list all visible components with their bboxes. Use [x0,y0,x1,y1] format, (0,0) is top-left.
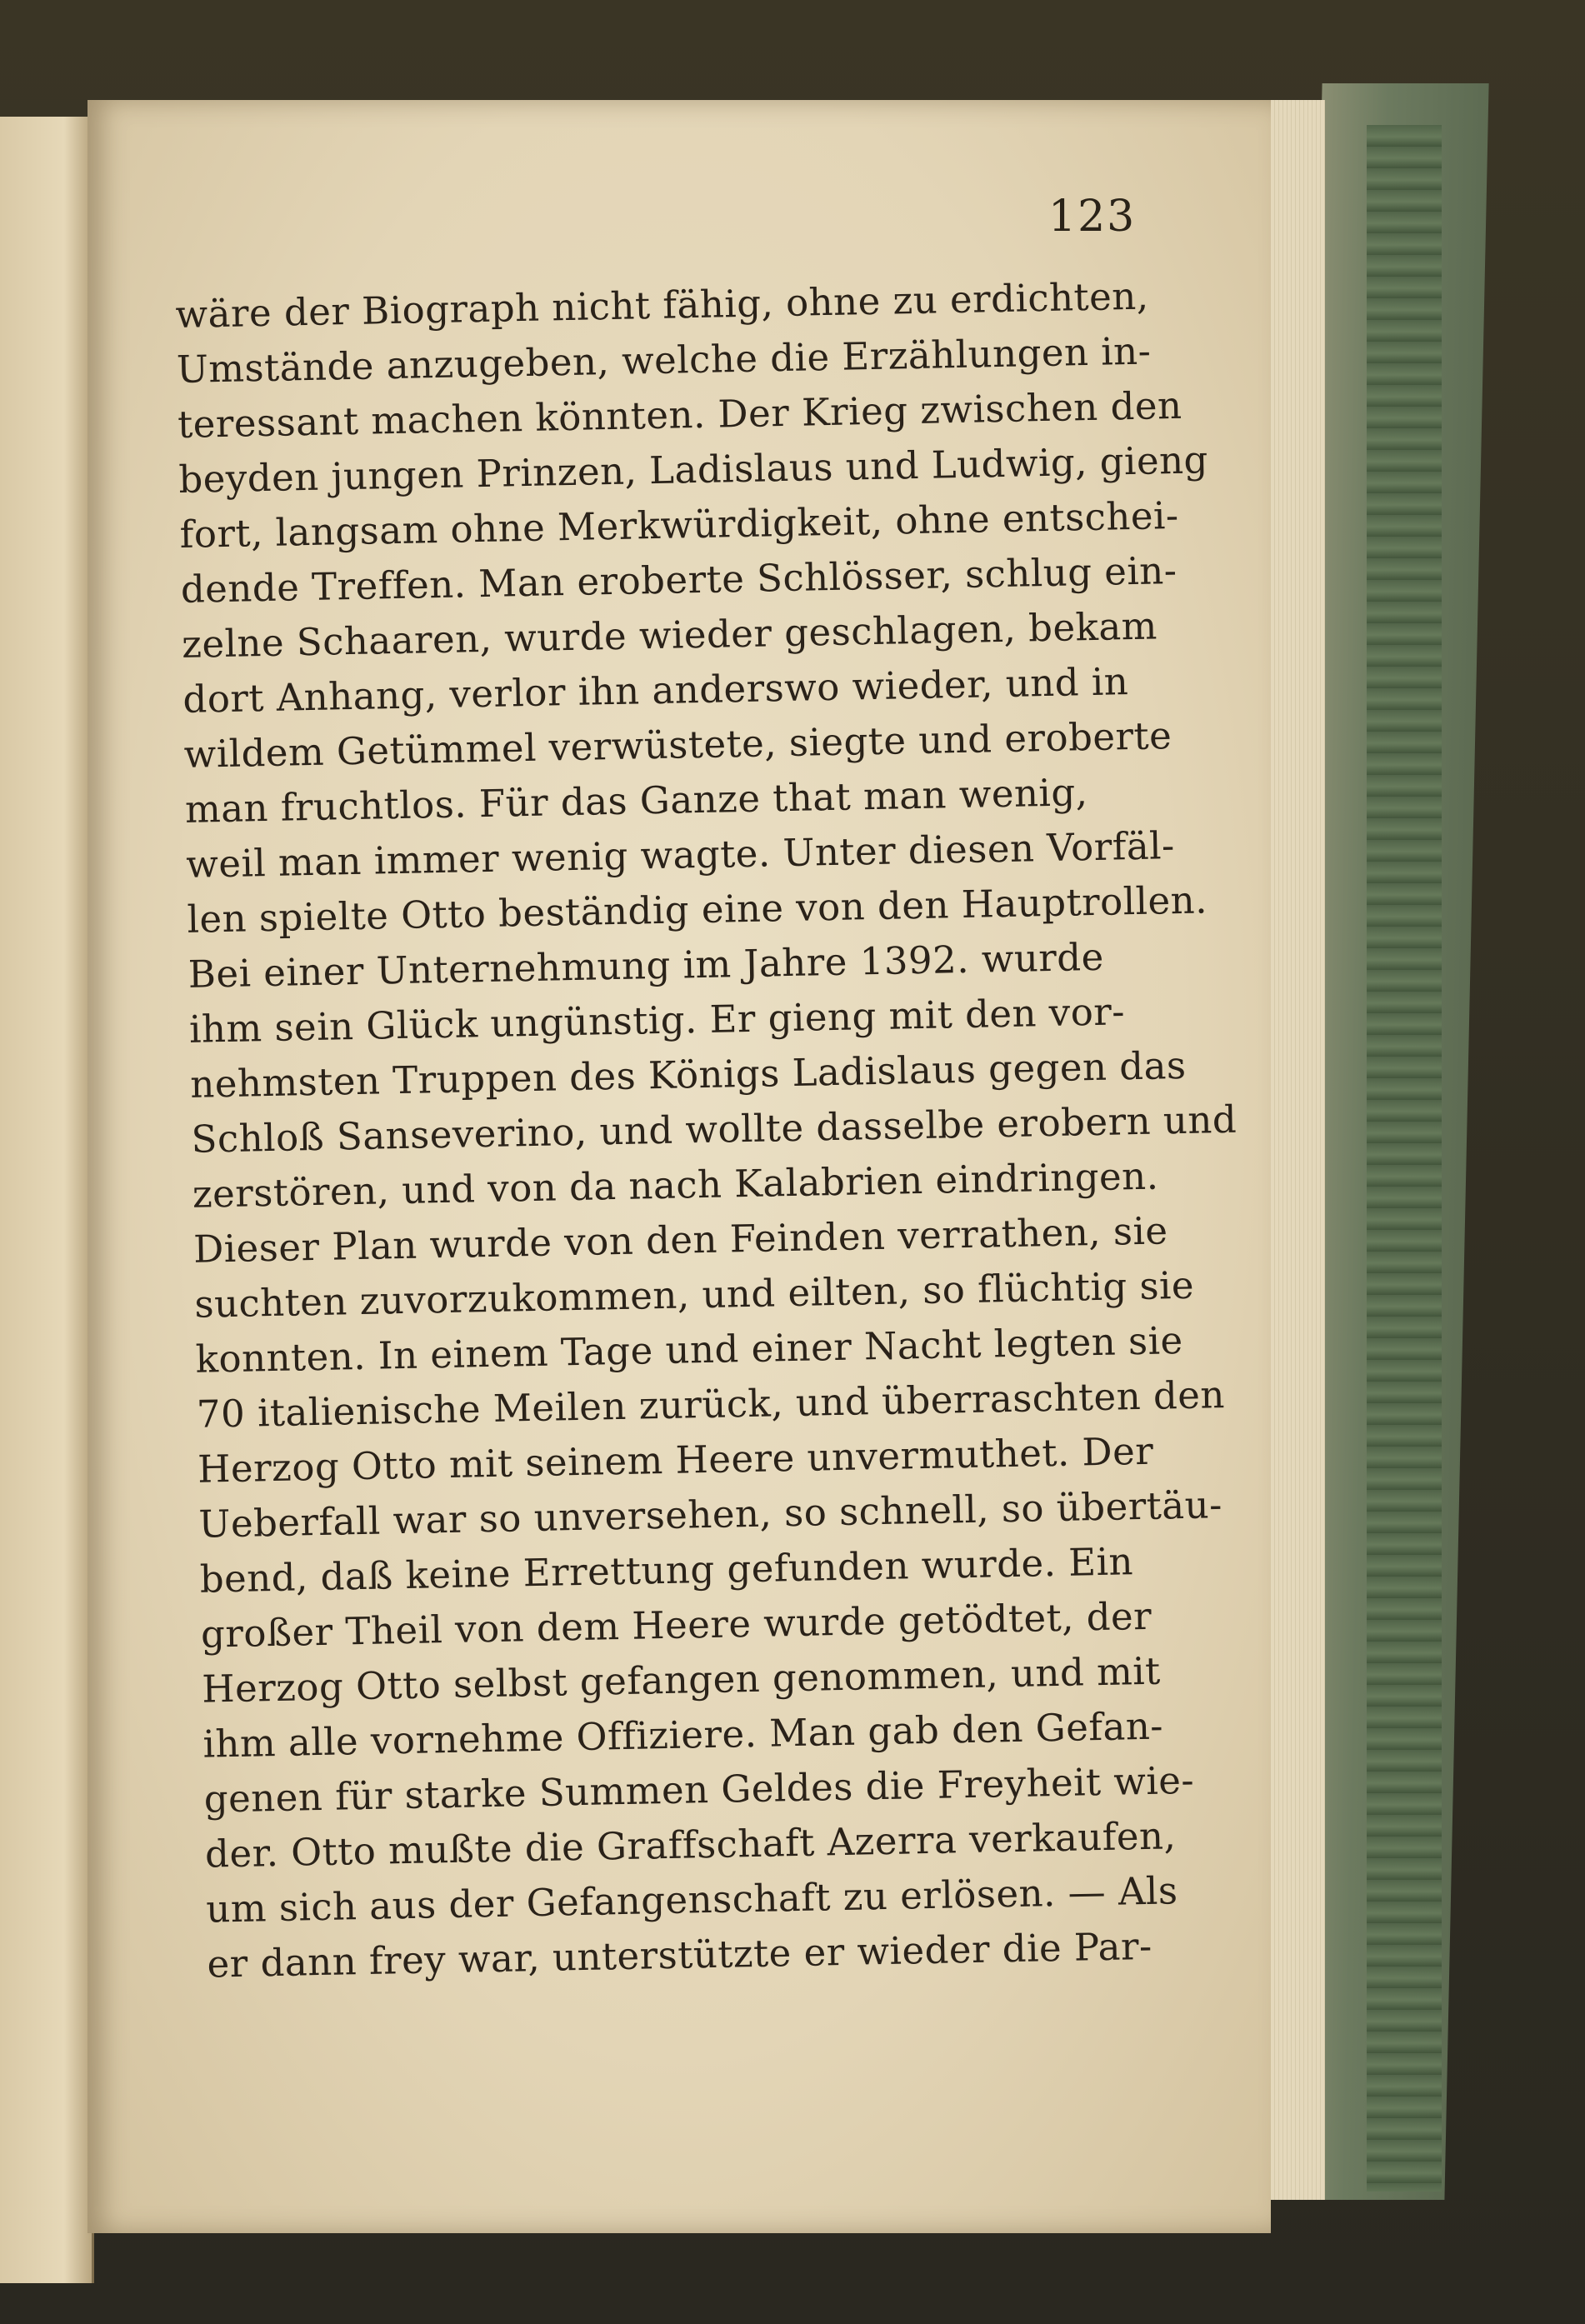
text-line: Ueberfall war so unversehen, so schnell, so übertäu- [198,1482,1223,1547]
text-line: er dann frey war, unterstützte er wieder die Par- [207,1923,1153,1987]
page-text [175,268,1238,1992]
text-line: wäre der Biograph nicht fähig, ohne zu erdichten, [175,273,1149,337]
text-line: dende Treffen. Man eroberte Schlösser, schlug ein- [180,547,1178,612]
text-line: großer Theil von dem Heere wurde getödtet, der [200,1593,1152,1657]
text-line: konnten. In einem Tage und einer Nacht legten sie [195,1318,1184,1382]
text-line: genen für starke Summen Geldes die Freyheit wie- [203,1757,1195,1822]
text-line: Schloß Sanseverino, und wollte dasselbe erobern und [191,1097,1238,1162]
text-line: man fruchtlos. Für das Ganze that man wenig, [184,770,1088,832]
text-line: fort, langsam ohne Merkwürdigkeit, ohne entschei- [179,492,1180,557]
book-spine-edge [1367,125,1442,2192]
text-line: bend, daß keine Errettung gefunden wurde. Ein [199,1539,1134,1602]
text-line: Herzog Otto mit seinem Heere unvermuthet. Der [197,1428,1154,1492]
text-line: teressant machen könnten. Der Krieg zwischen den [177,382,1182,447]
text-line: ihm alle vornehme Offiziere. Man gab den Gefan- [202,1703,1164,1767]
text-line: wildem Getümmel verwüstete, siegte und eroberte [183,713,1172,777]
text-line: ihm sein Glück ungünstig. Er gieng mit den vor- [188,989,1126,1052]
text-line: Herzog Otto selbst gefangen genommen, und mit [201,1648,1162,1712]
text-line: Bei einer Unternehmung im Jahre 1392. wurde [188,934,1105,997]
text-line: der. Otto mußte die Graffschaft Azerra verkaufen, [204,1813,1177,1877]
text-line: beyden jungen Prinzen, Ladislaus und Ludwig, gieng [178,437,1209,502]
text-line: weil man immer wenig wagte. Unter diesen Vorfäl- [185,823,1176,887]
text-line: zelne Schaaren, wurde wieder geschlagen, bekam [181,603,1158,667]
page-number: 123 [1048,192,1137,242]
text-line: um sich aus der Gefangenschaft zu erlösen. — Als [205,1868,1178,1932]
text-line: Umstände anzugeben, welche die Erzählungen in- [176,328,1152,392]
previous-page-edge [0,117,94,2283]
text-line: dort Anhang, verlor ihn anderswo wieder, und in [182,659,1129,722]
text-line: Dieser Plan wurde von den Feinden verrathen, sie [192,1208,1168,1272]
text-line: suchten zuvorzukommen, und eilten, so flüchtig sie [193,1262,1195,1327]
text-line: nehmsten Truppen des Königs Ladislaus gegen das [189,1042,1187,1107]
text-line: 70 italienische Meilen zurück, und überraschten den [196,1372,1226,1437]
text-line: zerstören, und von da nach Kalabrien eindringen. [192,1153,1159,1217]
text-line: len spielte Otto beständig eine von den Hauptrollen. [187,877,1208,942]
